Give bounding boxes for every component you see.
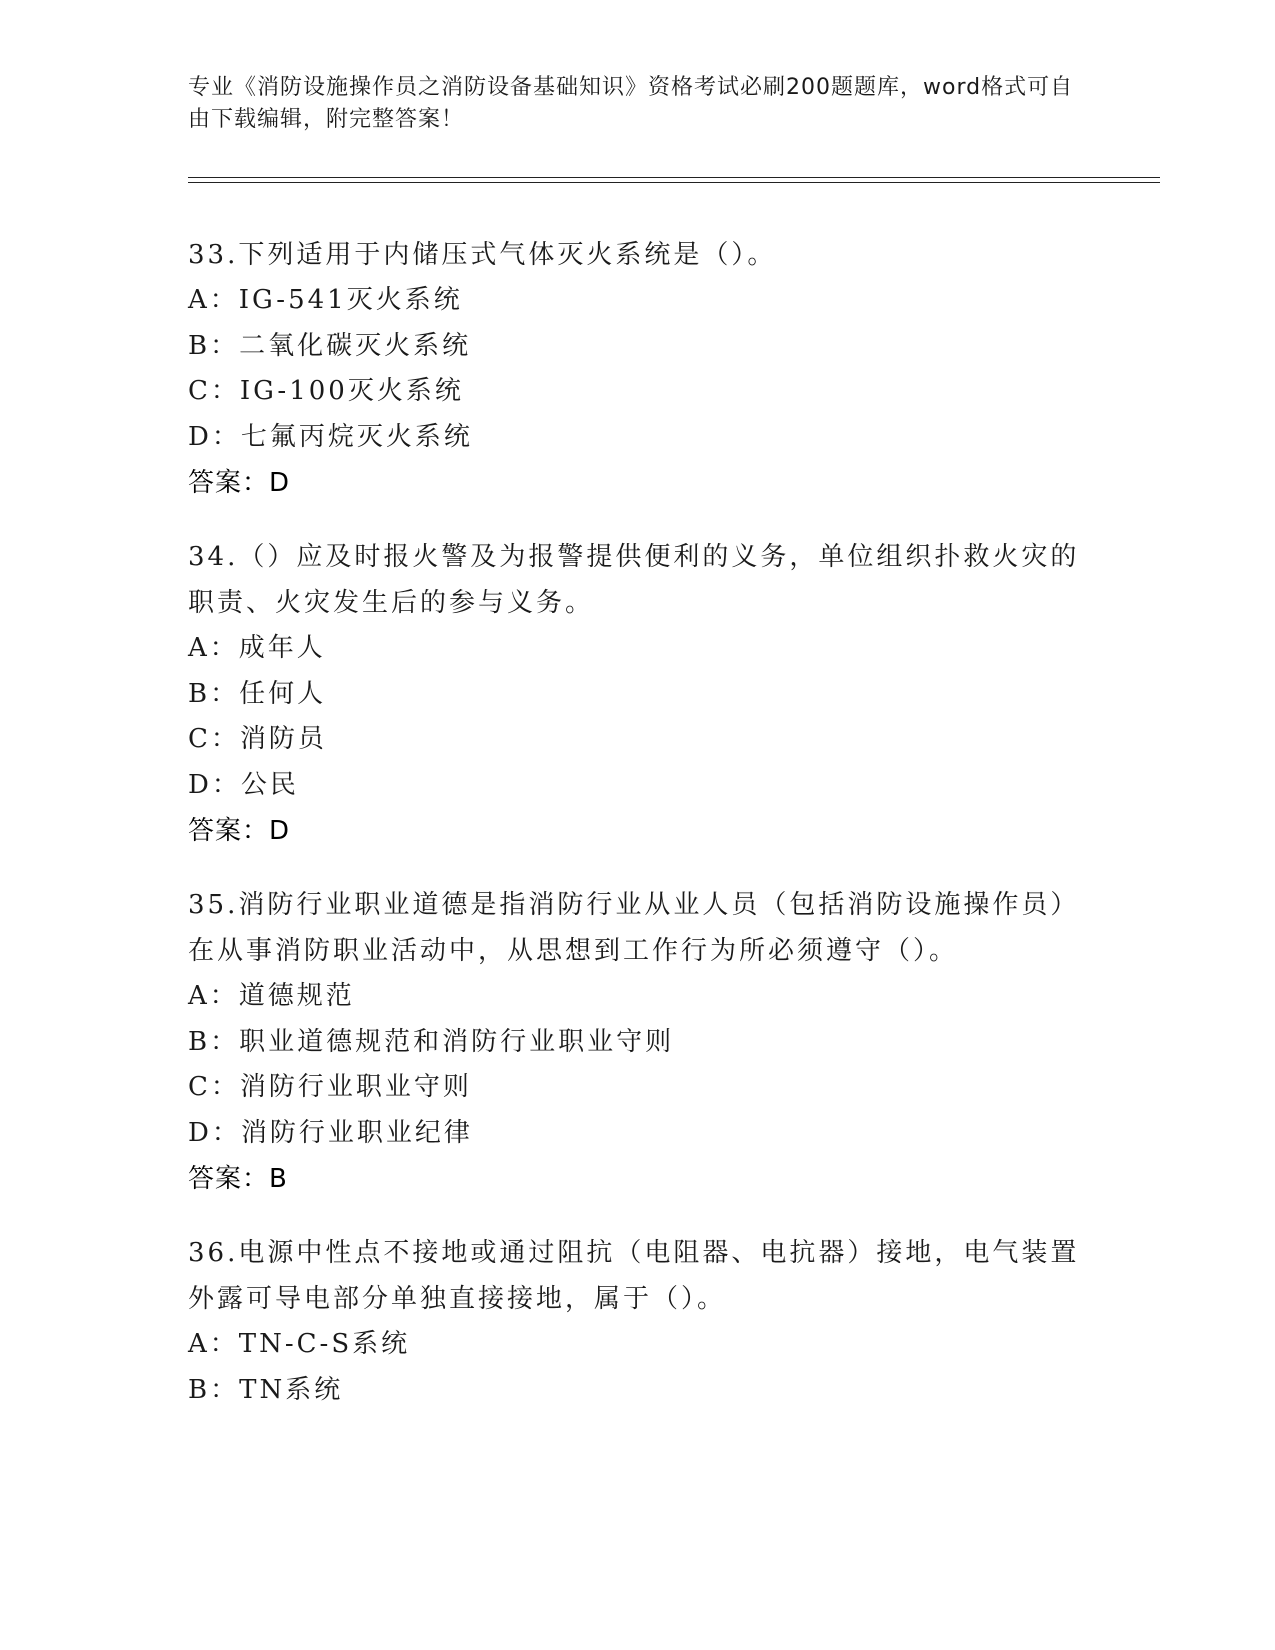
question-text: 33.下列适用于内储压式气体灭火系统是（）。 (188, 240, 777, 270)
option-d: D：公民 (188, 769, 299, 800)
document-header: 专业《消防设施操作员之消防设备基础知识》资格考试必刷200题题库，word格式可自由下载编辑，附完整答案！ (188, 75, 1074, 132)
question-text: 36.电源中性点不接地或通过阻抗（电阻器、电抗器）接地，电气装置 (188, 1238, 1080, 1268)
option-d: D：消防行业职业纪律 (188, 1117, 473, 1148)
question-36 (188, 1230, 1088, 1413)
option-b: B：TN系统 (188, 1374, 344, 1405)
option-a: A：IG-541灭火系统 (188, 285, 463, 315)
answer: 答案：B (188, 1164, 288, 1194)
question-33 (188, 232, 1088, 506)
question-list (188, 232, 1088, 1441)
question-text-continued: 在从事消防职业活动中，从思想到工作行为所必须遵守（）。 (188, 936, 959, 966)
option-c: C：消防行业职业守则 (188, 1072, 472, 1102)
question-text-continued: 外露可导电部分单独直接接地，属于（）。 (188, 1284, 727, 1314)
option-a: A：成年人 (188, 633, 326, 663)
option-c: C：消防员 (188, 724, 327, 754)
answer: 答案：D (188, 816, 291, 846)
option-a: A：TN-C-S系统 (188, 1329, 411, 1359)
header-rule-top (188, 177, 1160, 178)
question-text-continued: 职责、火灾发生后的参与义务。 (188, 588, 595, 618)
header-rule-bottom (188, 182, 1160, 183)
question-text: 35.消防行业职业道德是指消防行业从业人员（包括消防设施操作员） (188, 890, 1080, 920)
option-a: A：道德规范 (188, 981, 355, 1011)
option-b: B：二氧化碳灭火系统 (188, 330, 472, 361)
question-35 (188, 882, 1088, 1202)
option-d: D：七氟丙烷灭火系统 (188, 421, 473, 452)
option-b: B：任何人 (188, 678, 327, 709)
option-b: B：职业道德规范和消防行业职业守则 (188, 1026, 675, 1057)
option-c: C：IG-100灭火系统 (188, 376, 464, 406)
question-34 (188, 534, 1088, 854)
question-text: 34.（）应及时报火警及为报警提供便利的义务，单位组织扑救火灾的 (188, 542, 1080, 572)
answer: 答案：D (188, 468, 291, 498)
